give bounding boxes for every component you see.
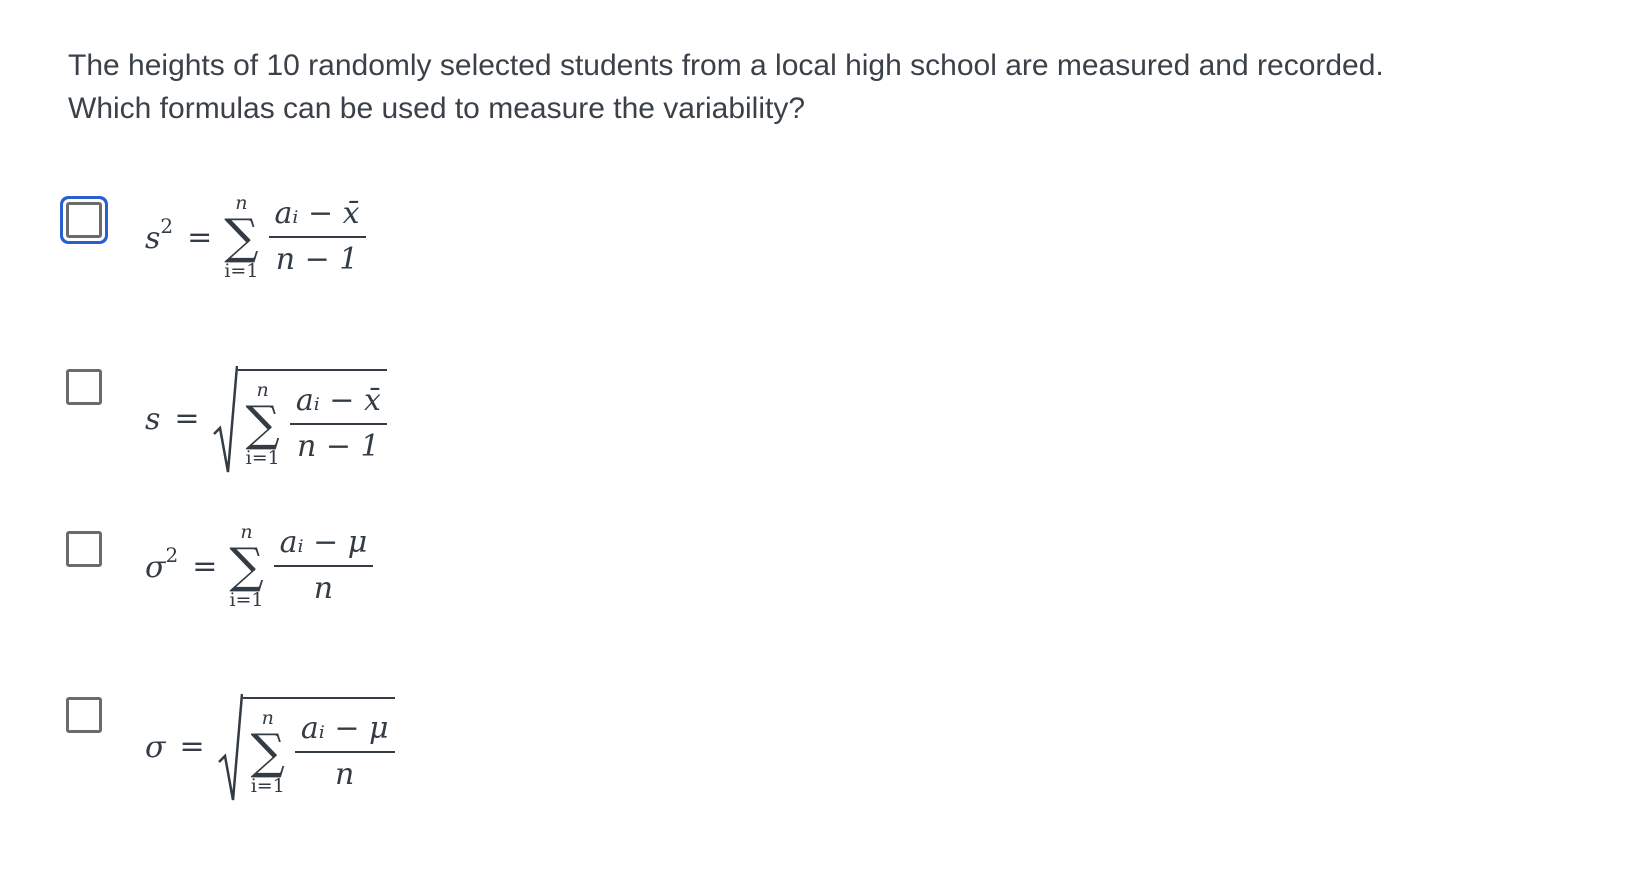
answer-option[interactable] [60,367,660,517]
denominator: n [313,571,334,606]
answer-option[interactable] [60,695,660,845]
denominator: n − 1 [275,242,359,277]
lhs-symbol: σ [145,550,166,585]
fraction [290,379,387,469]
lhs-symbol: s [145,402,161,437]
sigma-icon: ∑ [229,538,264,594]
square-root-icon [212,362,238,474]
option-checkbox[interactable] [66,531,102,567]
lhs-exponent: 2 [160,214,174,238]
summation [224,192,258,282]
numerator: aᵢ − x̄ [269,192,366,238]
option-checkbox[interactable] [66,202,102,238]
equals-sign: = [187,219,213,255]
formula [145,690,395,802]
equals-sign: = [179,728,205,764]
radicand [243,697,395,801]
sum-upper-limit: n [240,521,253,543]
option-checkbox[interactable] [66,697,102,733]
formula-lhs [145,399,160,437]
summation [229,521,263,611]
formula-lhs [145,214,174,256]
square-root-icon [217,690,243,802]
lhs-symbol: s [145,221,161,256]
sum-lower-limit: i=1 [229,589,264,611]
formula-lhs [145,543,179,585]
sum-lower-limit: i=1 [250,775,285,797]
formula [145,192,366,282]
question-line-2: Which formulas can be used to measure the variability? [68,92,806,125]
sum-lower-limit: i=1 [245,447,280,469]
summation [246,379,280,469]
sigma-icon: ∑ [250,724,285,780]
numerator: aᵢ − μ [274,521,374,567]
denominator: n − 1 [297,429,380,464]
question-line-1: The heights of 10 randomly selected students from a local high school are measured and recorded. [68,49,1384,82]
formula [145,362,387,474]
equals-sign: = [174,400,200,436]
answer-option[interactable] [60,192,660,350]
fraction [274,521,374,611]
sigma-icon: ∑ [245,396,280,452]
question-text [68,44,1518,130]
radicand [238,369,387,473]
lhs-exponent: 2 [165,543,179,567]
formula [145,521,373,611]
lhs-symbol: σ [145,730,166,765]
square-root [217,690,395,802]
fraction [295,707,395,797]
sum-upper-limit: n [235,192,248,214]
option-checkbox[interactable] [66,369,102,405]
answer-option[interactable] [60,521,660,679]
fraction [269,192,366,282]
sum-upper-limit: n [256,379,269,401]
numerator: aᵢ − x̄ [290,379,387,425]
equals-sign: = [192,548,218,584]
numerator: aᵢ − μ [295,707,395,753]
sum-lower-limit: i=1 [224,260,259,282]
summation [251,707,285,797]
formula-lhs [145,727,165,765]
sigma-icon: ∑ [224,209,259,265]
sum-upper-limit: n [261,707,274,729]
square-root [212,362,387,474]
denominator: n [335,757,355,792]
